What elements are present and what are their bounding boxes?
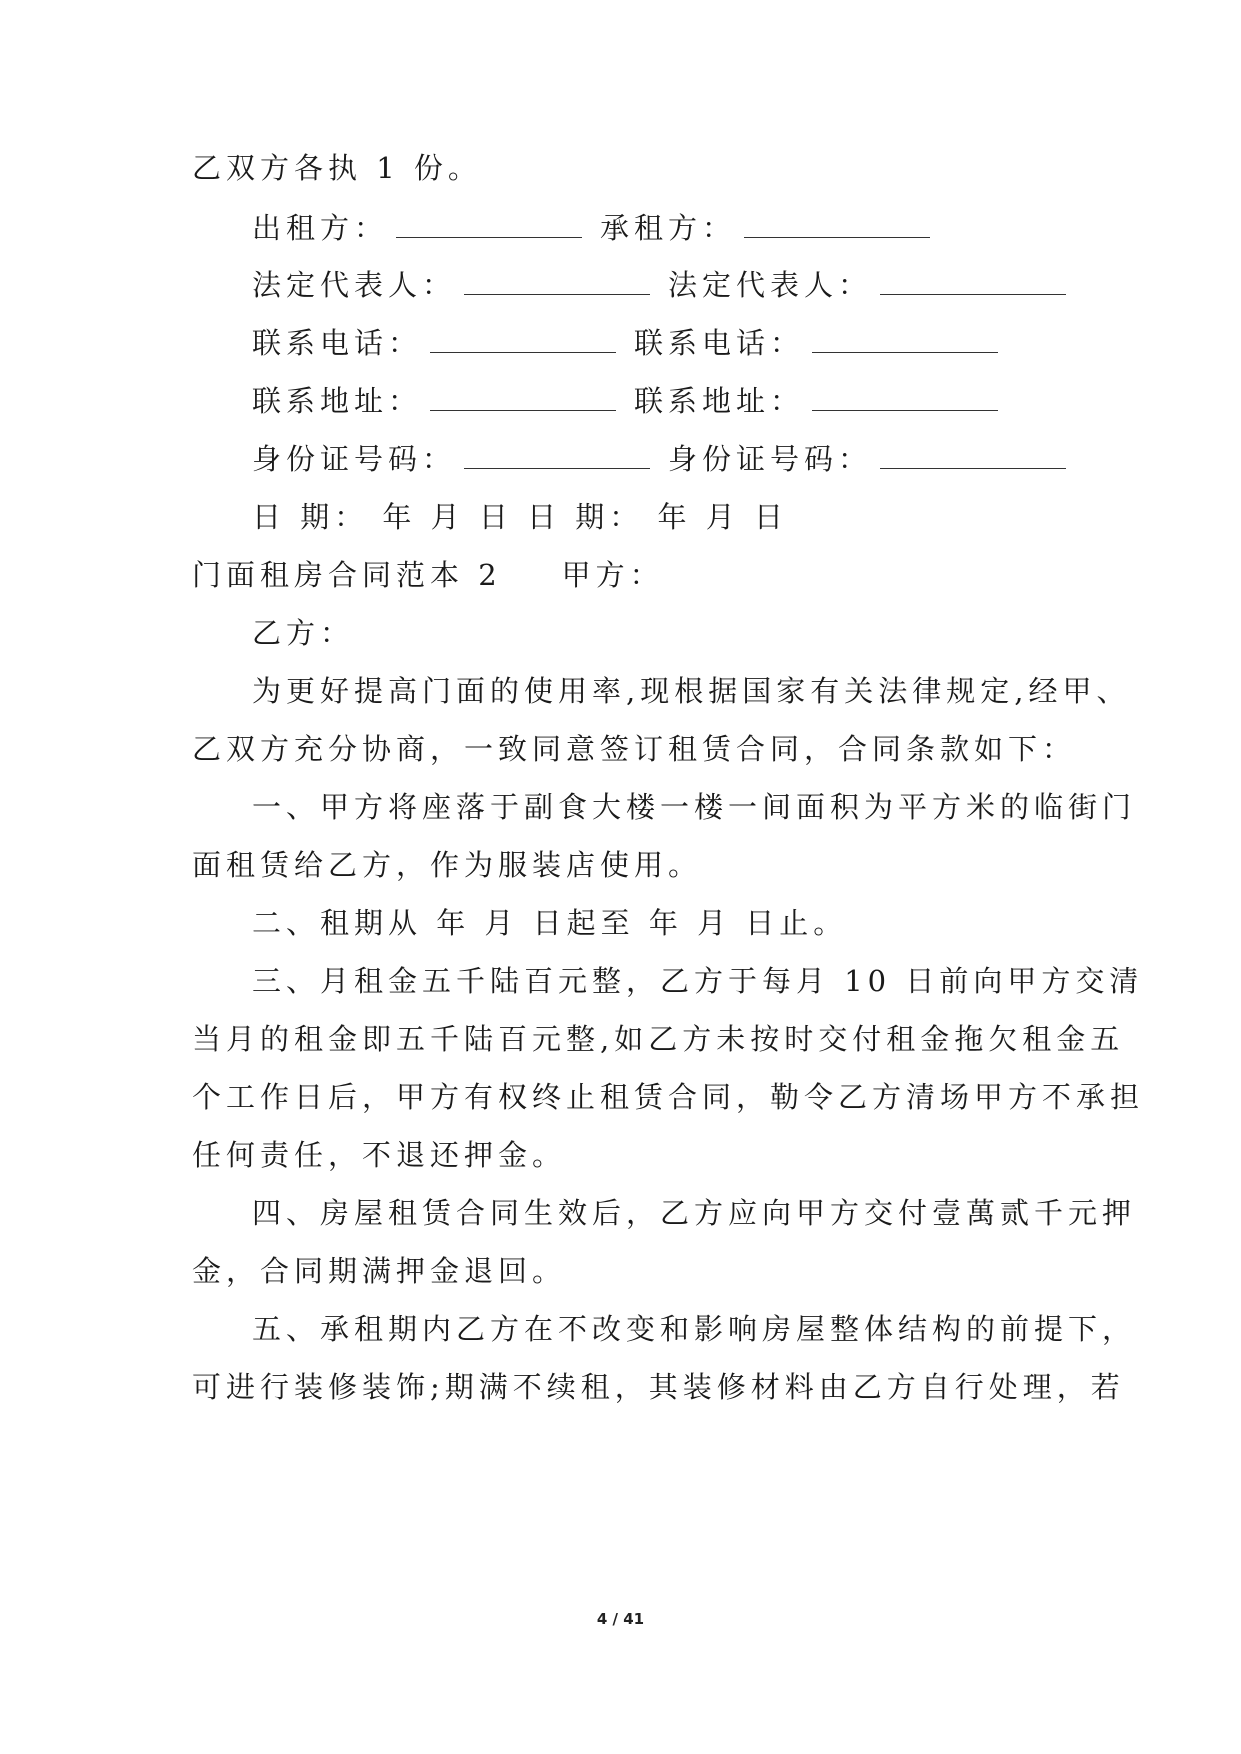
signature-row-address [252, 381, 1122, 421]
paragraph-line: 金，合同期满押金退回。 [192, 1254, 567, 1288]
lessee-blank [744, 236, 930, 238]
paragraph-line: 可进行装修装饰;期满不续租，其装修材料由乙方自行处理，若 [192, 1370, 1125, 1404]
phone-label-b: 联系电话： [634, 326, 805, 360]
paragraph-line: 三、月租金五千陆百元整，乙方于每月 10 日前向甲方交清 [252, 964, 1144, 998]
rep-blank-a [464, 293, 650, 295]
phone-label-a: 联系电话： [252, 326, 423, 360]
paragraph-line: 任何责任，不退还押金。 [192, 1138, 567, 1172]
id-label-a: 身份证号码： [252, 442, 457, 476]
page-number: 4 / 41 [596, 1610, 645, 1628]
id-blank-a [464, 467, 650, 469]
phone-blank-a [430, 351, 616, 353]
paragraph-line: 为更好提高门面的使用率,现根据国家有关法律规定,经甲、 [252, 674, 1131, 708]
text-line: 乙双方各执 1 份。 [192, 151, 482, 185]
id-label-b: 身份证号码： [668, 442, 873, 476]
signature-row-party [252, 208, 1122, 248]
paragraph-line: 个工作日后，甲方有权终止租赁合同，勒令乙方清场甲方不承担 [192, 1080, 1145, 1114]
paragraph-line: 乙双方充分协商，一致同意签订租赁合同，合同条款如下： [192, 732, 1077, 766]
section-title-row [192, 555, 1062, 595]
lessor-label: 出租方： [252, 211, 389, 245]
signature-row-id [252, 439, 1122, 479]
phone-blank-b [812, 351, 998, 353]
address-label-a: 联系地址： [252, 384, 423, 418]
party-b-label: 乙方： [252, 616, 355, 650]
paragraph-line: 面租赁给乙方，作为服装店使用。 [192, 848, 703, 882]
lessee-label: 承租方： [600, 211, 737, 245]
address-blank-b [812, 409, 998, 411]
address-label-b: 联系地址： [634, 384, 805, 418]
party-a-label: 甲方： [561, 558, 664, 592]
paragraph-line: 四、房屋租赁合同生效后，乙方应向甲方交付壹萬贰千元押 [252, 1196, 1137, 1230]
signature-row-date: 日 期： 年 月 日 日 期： 年 月 日 [252, 500, 788, 534]
signature-row-phone [252, 323, 1122, 363]
rep-label-a: 法定代表人： [252, 268, 457, 302]
signature-row-representative [252, 265, 1122, 305]
paragraph-line: 当月的租金即五千陆百元整,如乙方未按时交付租金拖欠租金五 [192, 1022, 1125, 1056]
id-blank-b [880, 467, 1066, 469]
paragraph-line: 一、甲方将座落于副食大楼一楼一间面积为平方米的临街门 [252, 790, 1137, 824]
rep-label-b: 法定代表人： [668, 268, 873, 302]
address-blank-a [430, 409, 616, 411]
lessor-blank [396, 236, 582, 238]
paragraph-line: 五、承租期内乙方在不改变和影响房屋整体结构的前提下， [252, 1312, 1137, 1346]
rep-blank-b [880, 293, 1066, 295]
section-title: 门面租房合同范本 2 [192, 558, 502, 592]
paragraph-line: 二、租期从 年 月 日起至 年 月 日止。 [252, 906, 848, 940]
